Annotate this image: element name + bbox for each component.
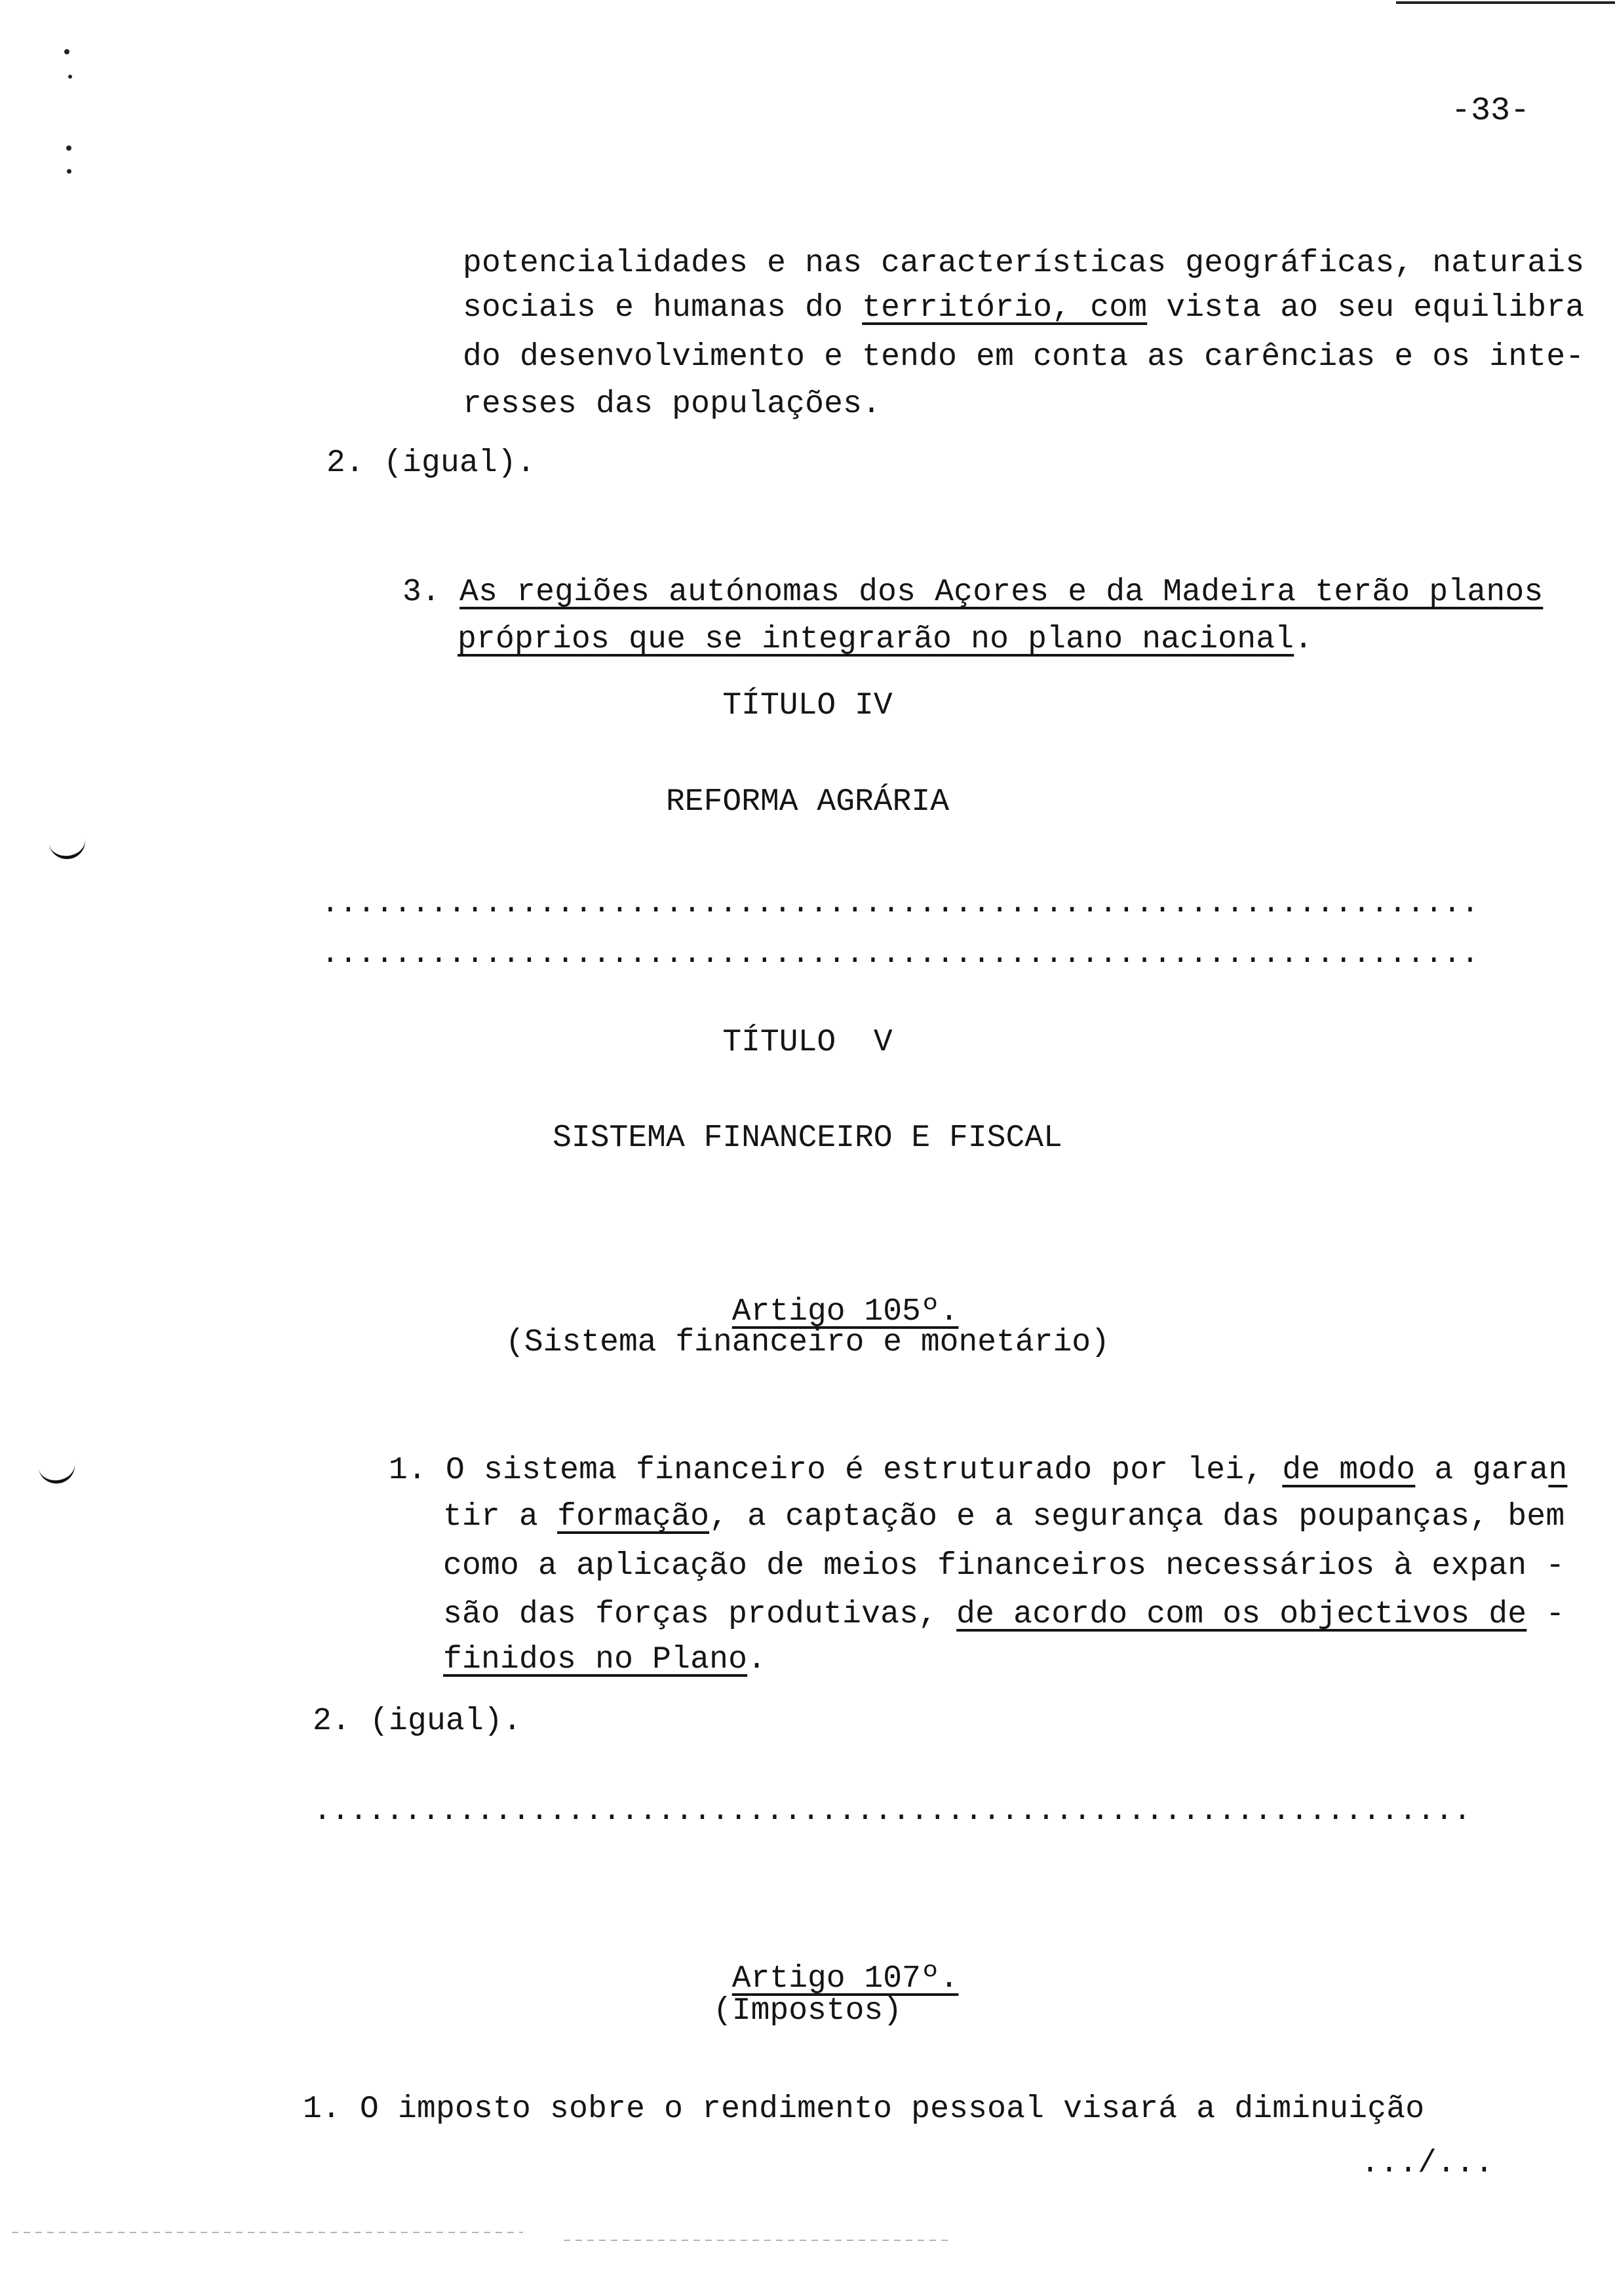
left-margin-dot bbox=[67, 169, 71, 174]
article-105-heading-text: Artigo 105º. bbox=[731, 1294, 959, 1330]
article-105-line-1-underlined-2: n bbox=[1548, 1453, 1568, 1488]
top-right-scan-edge bbox=[1396, 1, 1615, 4]
title-iv-heading: TÍTULO IV bbox=[722, 688, 893, 723]
item-3-line-1-underlined: As regiões autónomas dos Açores e da Madeira terão planos bbox=[459, 575, 1544, 610]
item-2-first: 2. (igual). bbox=[326, 446, 536, 481]
intro-line-4 bbox=[387, 357, 881, 451]
item-3-number: 3. bbox=[402, 575, 441, 610]
intro-line-2-before: sociais e humanas do bbox=[463, 290, 863, 326]
title-iv-subtitle: REFORMA AGRÁRIA bbox=[665, 784, 950, 820]
intro-line-4-text: resses das populações. bbox=[463, 387, 882, 422]
item-3-line-2-underlined: próprios que se integrarão no plano nacional bbox=[457, 622, 1294, 657]
left-margin-dot bbox=[66, 145, 71, 151]
article-105-line-2-after: , a captação e a segurança das poupanças, bem bbox=[709, 1499, 1565, 1535]
item-3-line-2 bbox=[381, 592, 1313, 687]
left-margin-dot bbox=[68, 75, 72, 79]
article-105-item-1-line-5 bbox=[367, 1613, 766, 1707]
omission-dots-1: ................................................................ bbox=[321, 889, 1479, 919]
article-107-subheading: (Impostos) bbox=[712, 1993, 903, 2029]
intro-line-2-after: vista ao seu equilibra bbox=[1147, 290, 1585, 326]
article-105-line-2-underlined: formação bbox=[557, 1499, 710, 1535]
intro-line-2-underlined: território, com bbox=[862, 290, 1148, 326]
continuation-marker: .../... bbox=[1361, 2146, 1494, 2181]
article-105-line-4-underlined: de acordo com os objectivos de bbox=[956, 1597, 1527, 1632]
intro-line-1-text: potencialidades e nas características geográficas, naturais bbox=[463, 246, 1585, 281]
article-105-line-4-after: - bbox=[1527, 1597, 1565, 1632]
article-105-line-3-text: como a aplicação de meios financeiros necessários à expan - bbox=[443, 1548, 1565, 1584]
article-107-item-1: 1. O imposto sobre o rendimento pessoal visará a diminuição bbox=[303, 2092, 1425, 2127]
article-105-line-5-after: . bbox=[747, 1642, 767, 1677]
article-105-line-4-before: são das forças produtivas, bbox=[443, 1597, 957, 1632]
left-margin-dot bbox=[64, 49, 69, 54]
binder-hole-mark bbox=[49, 837, 87, 862]
article-105-line-1-before: 1. O sistema financeiro é estruturado por lei, bbox=[389, 1453, 1283, 1488]
item-3-line-2-after: . bbox=[1294, 622, 1313, 657]
article-105-line-1-underlined-1: de modo bbox=[1282, 1453, 1416, 1488]
omission-dots-3: ................................................................ bbox=[313, 1796, 1471, 1826]
article-105-line-5-underlined: finidos no Plano bbox=[443, 1642, 748, 1677]
page-number: -33- bbox=[1450, 92, 1530, 130]
article-107-heading-text: Artigo 107º. bbox=[731, 1961, 959, 1997]
omission-dots-2: ................................................................ bbox=[321, 939, 1479, 969]
article-105-subheading: (Sistema financeiro e monetário) bbox=[505, 1325, 1110, 1360]
bottom-scan-noise bbox=[12, 2232, 523, 2233]
title-v-subtitle: SISTEMA FINANCEIRO E FISCAL bbox=[553, 1120, 1062, 1156]
intro-line-3-text: do desenvolvimento e tendo em conta as carências e os inte- bbox=[463, 339, 1585, 375]
title-v-heading: TÍTULO V bbox=[722, 1025, 893, 1060]
binder-hole-mark bbox=[38, 1462, 77, 1486]
article-105-item-2: 2. (igual). bbox=[313, 1704, 522, 1739]
article-105-line-2-before: tir a bbox=[443, 1499, 558, 1535]
article-105-line-1-middle: a gara bbox=[1415, 1453, 1549, 1488]
bottom-scan-noise bbox=[564, 2240, 950, 2241]
